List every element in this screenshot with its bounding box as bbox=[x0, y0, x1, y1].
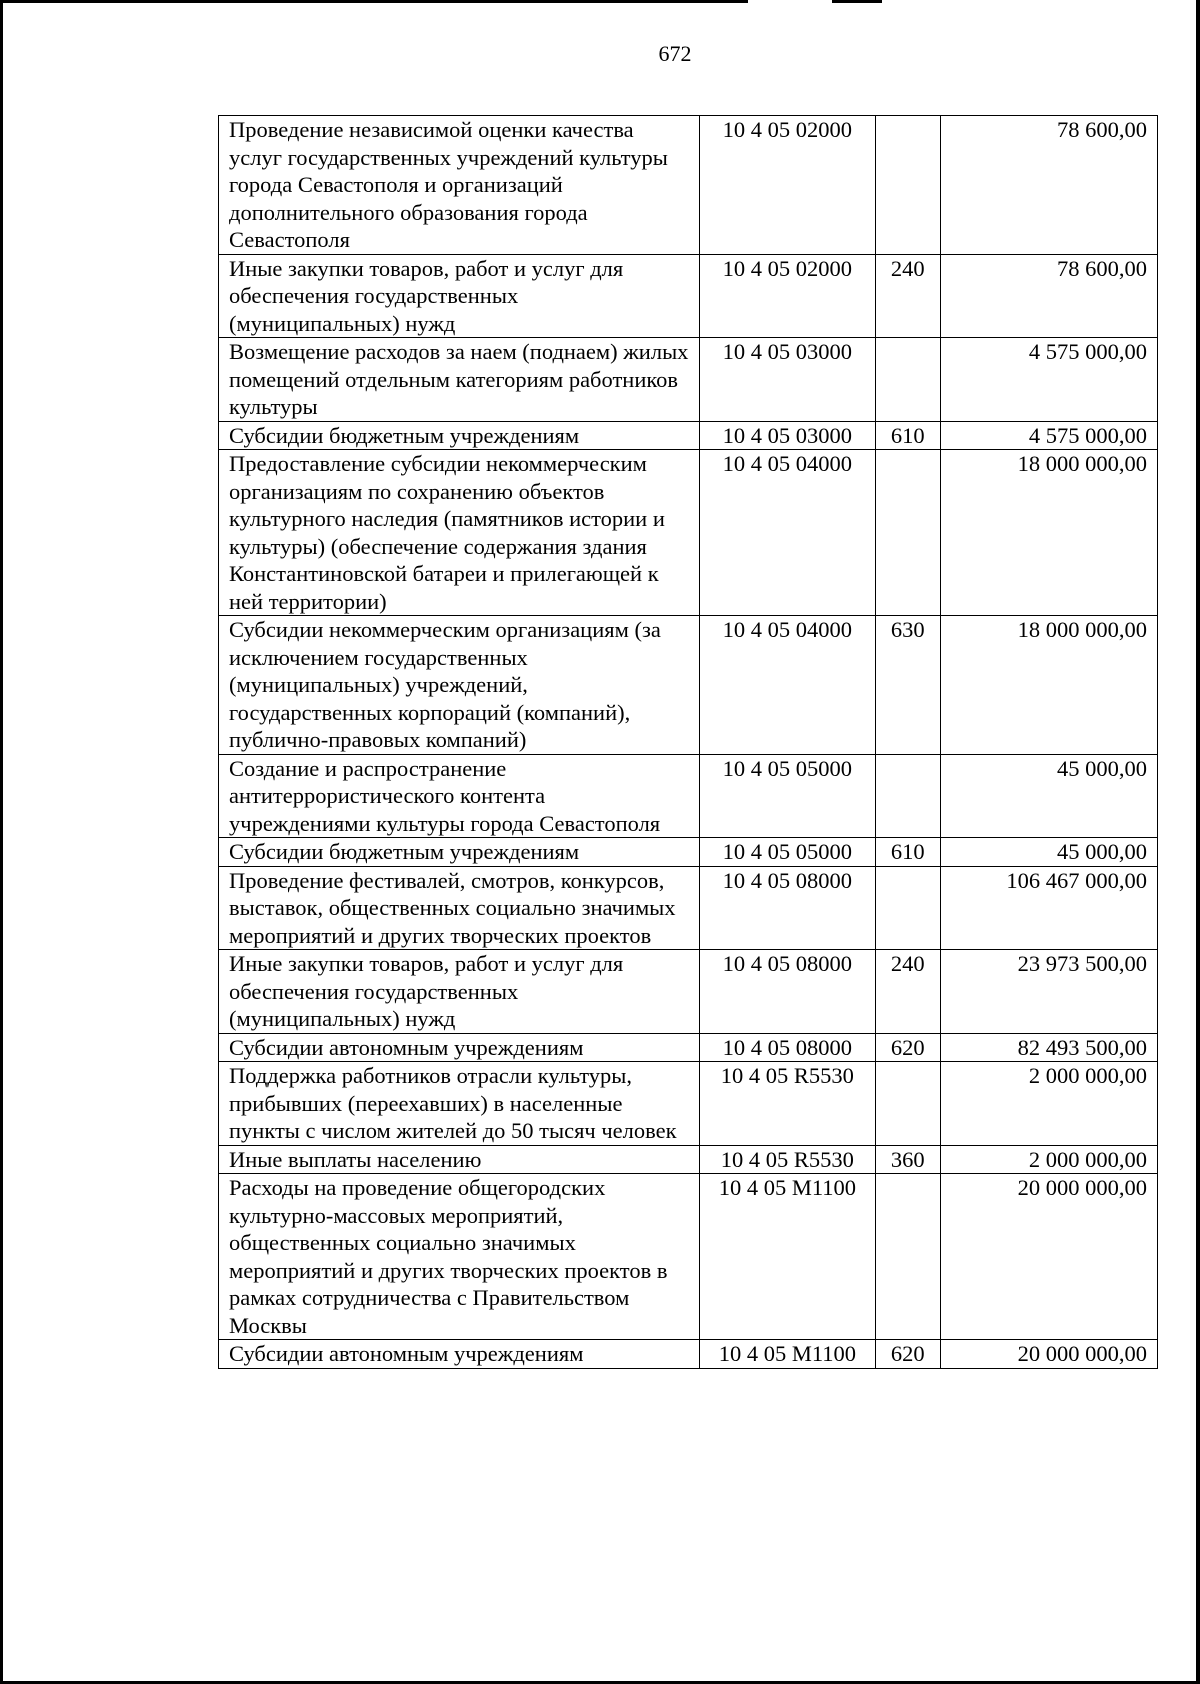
table-row bbox=[219, 1062, 1158, 1146]
row-amount: 2 000 000,00 bbox=[940, 1062, 1157, 1146]
row-name: Создание и распространение антитеррористического контента учреждениями культуры города Севастополя bbox=[219, 754, 700, 838]
row-amount: 106 467 000,00 bbox=[940, 866, 1157, 950]
row-name: Субсидии бюджетным учреждениям bbox=[219, 421, 700, 450]
table-row bbox=[219, 1145, 1158, 1174]
row-type bbox=[875, 116, 940, 255]
table-row bbox=[219, 754, 1158, 838]
row-type: 630 bbox=[875, 616, 940, 755]
table-row bbox=[219, 116, 1158, 255]
row-name: Субсидии автономным учреждениям bbox=[219, 1340, 700, 1369]
row-type: 620 bbox=[875, 1033, 940, 1062]
table-row bbox=[219, 421, 1158, 450]
row-code: 10 4 05 05000 bbox=[699, 838, 875, 867]
row-type: 240 bbox=[875, 950, 940, 1034]
row-code: 10 4 05 03000 bbox=[699, 421, 875, 450]
row-code: 10 4 05 R5530 bbox=[699, 1145, 875, 1174]
row-type bbox=[875, 338, 940, 422]
scan-border-right bbox=[1196, 0, 1200, 1684]
table-row bbox=[219, 1340, 1158, 1369]
table-row bbox=[219, 338, 1158, 422]
table-row bbox=[219, 450, 1158, 616]
row-type bbox=[875, 754, 940, 838]
table-row bbox=[219, 950, 1158, 1034]
row-amount: 18 000 000,00 bbox=[940, 616, 1157, 755]
row-code: 10 4 05 04000 bbox=[699, 616, 875, 755]
scan-border-top-segment bbox=[832, 0, 882, 3]
row-type bbox=[875, 450, 940, 616]
row-code: 10 4 05 M1100 bbox=[699, 1340, 875, 1369]
table-row bbox=[219, 866, 1158, 950]
row-code: 10 4 05 03000 bbox=[699, 338, 875, 422]
table-row bbox=[219, 1174, 1158, 1340]
row-type: 240 bbox=[875, 254, 940, 338]
row-amount: 18 000 000,00 bbox=[940, 450, 1157, 616]
row-name: Расходы на проведение общегородских культурно-массовых мероприятий, общественных социально значимых мероприятий и других творческих проектов в рамках сотрудничества с Правительством Москвы bbox=[219, 1174, 700, 1340]
row-amount: 4 575 000,00 bbox=[940, 421, 1157, 450]
row-name: Предоставление субсидии некоммерческим организациям по сохранению объектов культурного наследия (памятников истории и культуры) (обеспечение содержания здания Константиновской батареи и прилегающей к ней территории) bbox=[219, 450, 700, 616]
row-amount: 78 600,00 bbox=[940, 254, 1157, 338]
row-type bbox=[875, 1174, 940, 1340]
row-name: Проведение независимой оценки качества услуг государственных учреждений культуры города Севастополя и организаций дополнительного образования города Севастополя bbox=[219, 116, 700, 255]
scan-border-left bbox=[0, 0, 3, 1684]
row-amount: 82 493 500,00 bbox=[940, 1033, 1157, 1062]
table-row bbox=[219, 254, 1158, 338]
scan-border-gap bbox=[748, 0, 832, 3]
row-code: 10 4 05 08000 bbox=[699, 866, 875, 950]
budget-table bbox=[218, 115, 1158, 1369]
row-name: Иные закупки товаров, работ и услуг для обеспечения государственных (муниципальных) нужд bbox=[219, 254, 700, 338]
row-code: 10 4 05 08000 bbox=[699, 1033, 875, 1062]
row-code: 10 4 05 M1100 bbox=[699, 1174, 875, 1340]
row-type: 620 bbox=[875, 1340, 940, 1369]
row-name: Поддержка работников отрасли культуры, прибывших (переехавших) в населенные пункты с числом жителей до 50 тысяч человек bbox=[219, 1062, 700, 1146]
row-type: 360 bbox=[875, 1145, 940, 1174]
row-amount: 45 000,00 bbox=[940, 754, 1157, 838]
row-name: Субсидии автономным учреждениям bbox=[219, 1033, 700, 1062]
row-name: Субсидии бюджетным учреждениям bbox=[219, 838, 700, 867]
row-name: Субсидии некоммерческим организациям (за исключением государственных (муниципальных) учреждений, государственных корпораций (компаний), публично-правовых компаний) bbox=[219, 616, 700, 755]
row-type bbox=[875, 866, 940, 950]
row-name: Проведение фестивалей, смотров, конкурсов, выставок, общественных социально значимых мероприятий и других творческих проектов bbox=[219, 866, 700, 950]
row-code: 10 4 05 05000 bbox=[699, 754, 875, 838]
row-amount: 45 000,00 bbox=[940, 838, 1157, 867]
row-type: 610 bbox=[875, 421, 940, 450]
row-code: 10 4 05 04000 bbox=[699, 450, 875, 616]
row-amount: 78 600,00 bbox=[940, 116, 1157, 255]
row-name: Возмещение расходов за наем (поднаем) жилых помещений отдельным категориям работников культуры bbox=[219, 338, 700, 422]
page-number: 672 bbox=[658, 41, 692, 66]
row-code: 10 4 05 08000 bbox=[699, 950, 875, 1034]
row-amount: 2 000 000,00 bbox=[940, 1145, 1157, 1174]
row-code: 10 4 05 R5530 bbox=[699, 1062, 875, 1146]
row-amount: 4 575 000,00 bbox=[940, 338, 1157, 422]
row-name: Иные закупки товаров, работ и услуг для обеспечения государственных (муниципальных) нужд bbox=[219, 950, 700, 1034]
table-row bbox=[219, 1033, 1158, 1062]
table-row bbox=[219, 616, 1158, 755]
row-name: Иные выплаты населению bbox=[219, 1145, 700, 1174]
row-type: 610 bbox=[875, 838, 940, 867]
row-code: 10 4 05 02000 bbox=[699, 254, 875, 338]
table-row bbox=[219, 838, 1158, 867]
row-amount: 20 000 000,00 bbox=[940, 1174, 1157, 1340]
row-amount: 20 000 000,00 bbox=[940, 1340, 1157, 1369]
row-type bbox=[875, 1062, 940, 1146]
row-amount: 23 973 500,00 bbox=[940, 950, 1157, 1034]
row-code: 10 4 05 02000 bbox=[699, 116, 875, 255]
scan-border-top bbox=[0, 0, 790, 3]
